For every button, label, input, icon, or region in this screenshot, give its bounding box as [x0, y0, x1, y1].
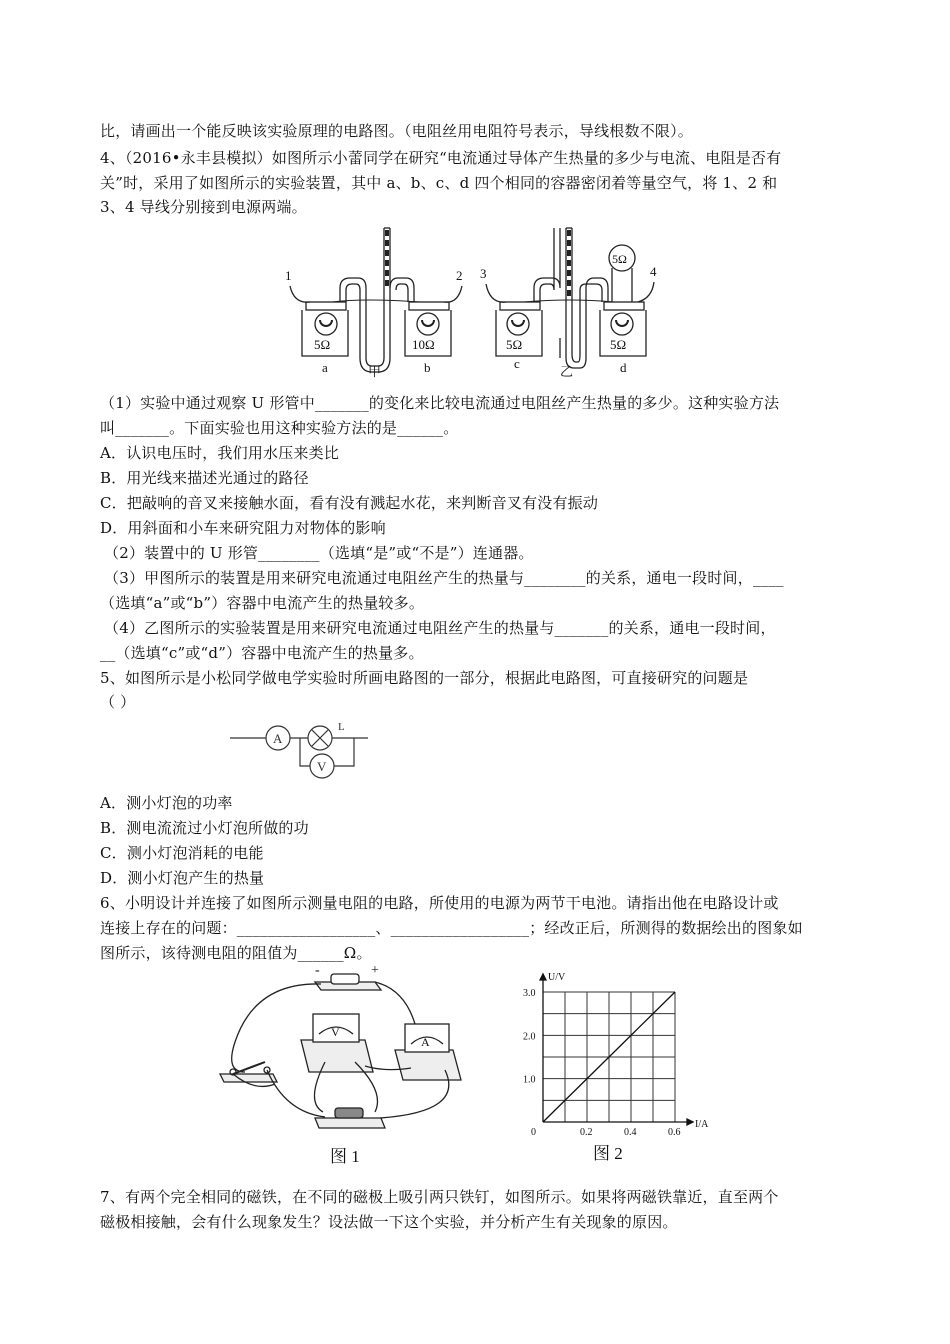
q7-line-2: 磁极相接触，会有什么现象发生？设法做一下这个实验，并分析产生有关现象的原因。 [100, 1213, 678, 1231]
container-c-label: c [514, 356, 520, 371]
x-tick-label: 0.2 [580, 1127, 593, 1138]
q5-option-b: B．测电流流过小灯泡所做的功 [100, 819, 309, 837]
q4-line-1: 4、（2016•永丰县模拟）如图所示小蕾同学在研究“电流通过导体产生热量的多少与电流、电阻是否有 [100, 149, 782, 167]
q4-part2: （2）装置中的 U 形管________（选填“是”或“不是”）连通器。 [104, 544, 534, 562]
apparatus-jia-label: 甲 [368, 364, 382, 379]
q4-line-3: 3、4 导线分别接到电源两端。 [100, 198, 307, 216]
text-line-1: 比，请画出一个能反映该实验原理的电路图。（电阻丝用电阻符号表示，导线根数不限）。 [100, 122, 694, 140]
origin-label: 0 [531, 1127, 536, 1138]
q4-part3-line-2: （选填“a”或“b”）容器中电流产生的热量较多。 [100, 594, 425, 612]
q6-line-1: 6、小明设计并连接了如图所示测量电阻的电路，所使用的电源为两节干电池。请指出他在电路设计或 [100, 894, 779, 912]
external-resistor-value: 5Ω [612, 252, 627, 266]
voltmeter-label: V [331, 1025, 340, 1039]
container-a-label: a [322, 360, 328, 375]
q4-option-d: D．用斜面和小车来研究阻力对物体的影响 [100, 519, 386, 537]
x-tick-label: 0.4 [624, 1127, 637, 1138]
wire-label-4: 4 [650, 264, 657, 279]
q5-option-a: A．测小灯泡的功率 [100, 794, 233, 812]
joule-heating-figure [280, 218, 670, 380]
resistor-a-value: 5Ω [314, 337, 331, 352]
battery-minus-sign: - [315, 963, 320, 978]
apparatus-yi-label: 乙 [560, 364, 574, 379]
y-tick-label: 3.0 [523, 988, 536, 999]
x-tick-label: 0.6 [668, 1127, 681, 1138]
lamp-label: L [338, 721, 345, 733]
u-i-chart [515, 972, 735, 1172]
x-axis-arrow [687, 1119, 693, 1125]
voltmeter-symbol-label: V [317, 759, 327, 774]
q4-part3-line-1: （3）甲图所示的装置是用来研究电流通过电阻丝产生的热量与________的关系，通电一段时间，____ [104, 569, 784, 587]
ammeter-symbol-label: A [273, 731, 283, 746]
q5-line-2: （ ） [100, 693, 136, 711]
ammeter-label: A [421, 1035, 430, 1049]
x-axis-label: I/A [695, 1119, 709, 1130]
q5-option-c: C．测小灯泡消耗的电能 [100, 844, 264, 862]
q6-line-3: 图所示，该待测电阻的阻值为______Ω。 [100, 944, 372, 962]
figure-1-caption: 图 1 [330, 1147, 360, 1166]
q4-option-b: B．用光线来描述光通过的路径 [100, 469, 309, 487]
y-axis-label: U/V [548, 972, 566, 983]
q4-part1-line-1: （1）实验中通过观察 U 形管中_______的变化来比较电流通过电阻丝产生热量的多少。这种实验方法 [100, 394, 780, 412]
q4-line-2: 关”时，采用了如图所示的实验装置，其中 a、b、c、d 四个相同的容器密闭着等量空气，将 1、2 和 [100, 174, 778, 192]
q4-part1-line-2: 叫_______。下面实验也用这种实验方法的是______。 [100, 419, 459, 437]
resistor-c-value: 5Ω [506, 337, 523, 352]
container-d-label: d [620, 360, 627, 375]
y-tick-label: 1.0 [523, 1074, 536, 1086]
wire-label-1: 1 [285, 268, 292, 283]
q4-part4-line-2: __（选填“c”或“d”）容器中电流产生的热量多。 [100, 644, 424, 662]
q5-option-d: D．测小灯泡产生的热量 [100, 869, 265, 887]
wire-label-3: 3 [480, 266, 487, 281]
q4-option-a: A．认识电压时，我们用水压来类比 [100, 444, 340, 462]
figure-2-caption: 图 2 [593, 1144, 623, 1163]
q5-line-1: 5、如图所示是小松同学做电学实验时所画电路图的一部分，根据此电路图，可直接研究的问题是 [100, 669, 749, 687]
resistance-circuit-figure [215, 962, 485, 1172]
container-b-label: b [424, 360, 431, 375]
wire-label-2: 2 [456, 268, 463, 283]
y-axis-arrow [540, 974, 546, 980]
battery-plus-sign: + [371, 963, 379, 978]
q4-part4-line-1: （4）乙图所示的实验装置是用来研究电流通过电阻丝产生的热量与_______的关系，通电一段时间， [104, 619, 776, 637]
q4-option-c: C．把敲响的音叉来接触水面，看有没有溅起水花，来判断音叉有没有振动 [100, 494, 599, 512]
q6-line-2: 连接上存在的问题：__________________、__________________；经改正后，所测得的数据绘出的图象如 [100, 919, 803, 937]
q7-line-1: 7、有两个完全相同的磁铁，在不同的磁极上吸引两只铁钉，如图所示。如果将两磁铁靠近，直至两个 [100, 1188, 779, 1206]
y-tick-label: 2.0 [523, 1031, 536, 1043]
resistor-b-value: 10Ω [412, 337, 435, 352]
resistor-d-value: 5Ω [610, 337, 627, 352]
partial-circuit-figure [228, 716, 378, 784]
